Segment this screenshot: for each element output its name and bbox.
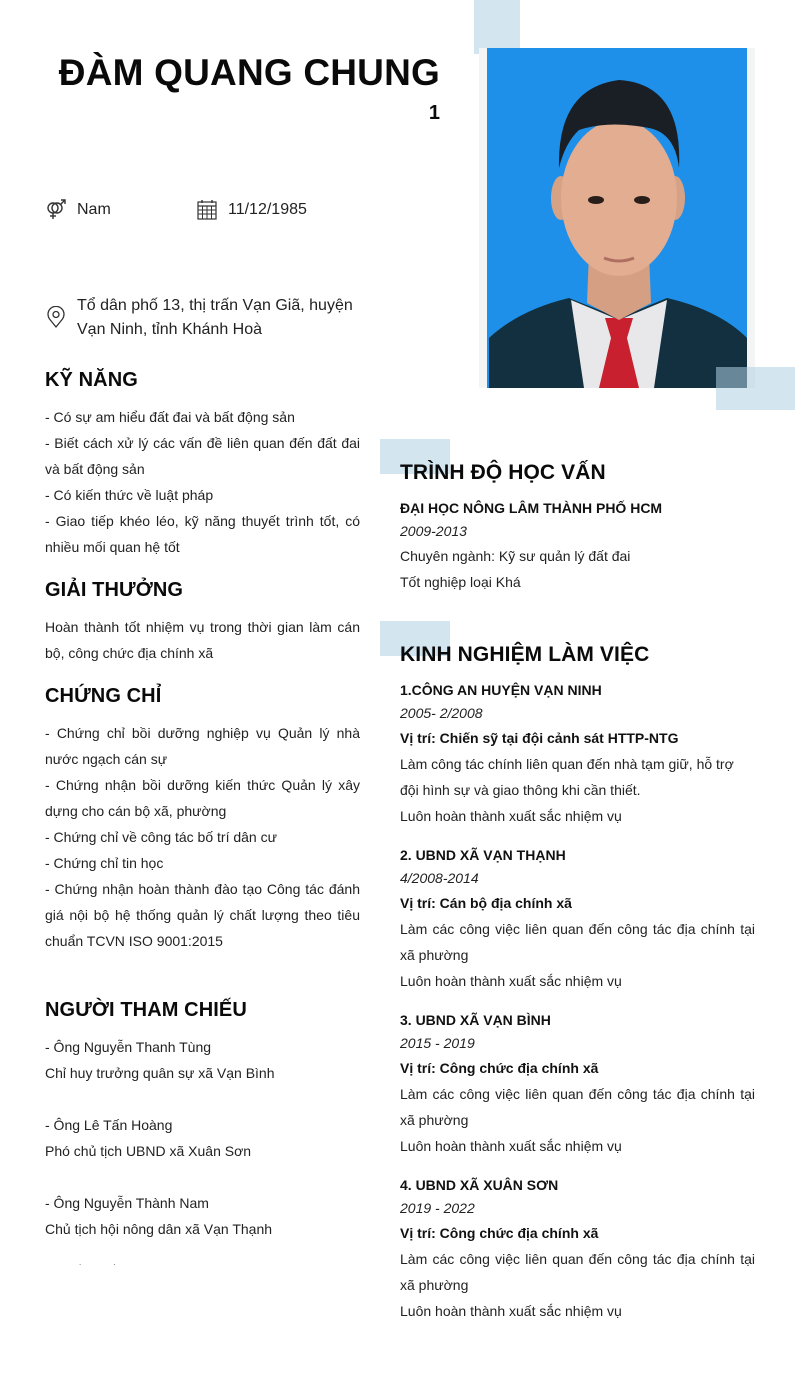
experience-item [400, 1009, 755, 1159]
skill-item: - Có kiến thức về luật pháp [45, 487, 214, 503]
references-list [45, 1034, 360, 1268]
experience-org: 1.CÔNG AN HUYỆN VẠN NINH [400, 682, 602, 698]
accent-block-top [474, 0, 520, 54]
certificate-item: - Chứng chỉ tin học [45, 855, 164, 871]
profile-photo [479, 48, 755, 388]
experience-item [400, 679, 755, 829]
certificates-heading: CHỨNG CHỈ [45, 685, 162, 707]
school-name: ĐẠI HỌC NÔNG LÂM THÀNH PHỐ HCM [400, 500, 663, 516]
experience-period: 2015 - 2019 [400, 1035, 475, 1051]
experience-period: 4/2008-2014 [400, 870, 479, 886]
location-pin-icon [45, 306, 67, 328]
address-row [45, 294, 365, 342]
reference-name: - Ông Nguyễn Thanh Tùng [45, 1039, 212, 1055]
references-heading: NGƯỜI THAM CHIẾU [45, 999, 247, 1021]
reference-item [45, 1190, 360, 1242]
experience-period: 2005- 2/2008 [400, 705, 483, 721]
award-item: Hoàn thành tốt nhiệm vụ trong thời gian làm cán bộ, công chức địa chính xã [45, 619, 360, 661]
certificate-item: - Chứng nhận hoàn thành đào tạo Công tác đánh giá nội bộ hệ thống quản lý chất lượng theo tiêu chuẩn TCVN ISO 9001:2015 [45, 881, 360, 949]
experience-description: Làm các công việc liên quan đến công tác địa chính tại xã phường [400, 921, 755, 963]
awards-heading: GIẢI THƯỞNG [45, 579, 184, 601]
certificate-item: - Chứng chỉ về công tác bố trí dân cư [45, 829, 277, 845]
experience-position: Vị trí: Công chức địa chính xã [400, 1060, 599, 1076]
education-period: 2009-2013 [400, 523, 467, 539]
skills-list [45, 404, 360, 560]
address-value: Tổ dân phố 13, thị trấn Vạn Giã, huyện Vạn Ninh, tỉnh Khánh Hoà [77, 297, 353, 338]
experience-item [400, 844, 755, 994]
certificate-item: - Chứng chỉ bồi dưỡng nghiệp vụ Quản lý nhà nước ngạch cán sự [45, 725, 360, 767]
education-block [400, 497, 755, 595]
reference-role: Chỉ huy trưởng quân sự xã Vạn Bình [45, 1065, 275, 1081]
reference-item [45, 1112, 360, 1164]
gender-row [45, 198, 111, 222]
education-heading: TRÌNH ĐỘ HỌC VẤN [400, 461, 606, 484]
certificates-list [45, 720, 360, 954]
certificate-item: - Chứng nhận bồi dưỡng kiến thức Quản lý xây dựng cho cán bộ xã, phường [45, 777, 360, 819]
experience-org: 2. UBND XÃ VẠN THẠNH [400, 847, 566, 863]
gender-icon [45, 198, 67, 220]
experience-position: Vị trí: Chiến sỹ tại đội cảnh sát HTTP-NTG [400, 730, 679, 746]
education-major: Chuyên ngành: Kỹ sư quản lý đất đai [400, 548, 631, 564]
experience-description: Làm công tác chính liên quan đến nhà tạm giữ, hỗ trợ đội hình sự và giao thông khi cần thiết. [400, 756, 734, 798]
gender-value: Nam [77, 201, 111, 218]
experience-result: Luôn hoàn thành xuất sắc nhiệm vụ [400, 1138, 622, 1154]
skill-item: - Biết cách xử lý các vấn đề liên quan đến đất đai và bất động sản [45, 435, 360, 477]
portrait-illustration [479, 48, 755, 388]
reference-item [45, 1034, 360, 1086]
candidate-name: ĐÀM QUANG CHUNG [58, 52, 440, 93]
experience-item [400, 1174, 755, 1324]
education-grade: Tốt nghiệp loại Khá [400, 574, 521, 590]
skill-item: - Giao tiếp khéo léo, kỹ năng thuyết trình tốt, có nhiều mối quan hệ tốt [45, 513, 360, 555]
experience-org: 3. UBND XÃ VẠN BÌNH [400, 1012, 551, 1028]
experience-org: 4. UBND XÃ XUÂN SƠN [400, 1177, 559, 1193]
experience-description: Làm các công việc liên quan đến công tác địa chính tại xã phường [400, 1251, 755, 1293]
calendar-icon [196, 198, 218, 220]
reference-role: Chủ tịch hội nông dân xã Vạn Thạnh [45, 1221, 273, 1237]
experience-position: Vị trí: Công chức địa chính xã [400, 1225, 599, 1241]
experience-heading: KINH NGHIỆM LÀM VIỆC [400, 643, 650, 666]
candidate-subtitle: 1 [428, 102, 440, 124]
experience-result: Luôn hoàn thành xuất sắc nhiệm vụ [400, 1303, 622, 1319]
reference-name: - Ông Lê Tấn Hoàng [45, 1117, 173, 1133]
skill-item: - Có sự am hiểu đất đai và bất động sản [45, 409, 295, 425]
experience-result: Luôn hoàn thành xuất sắc nhiệm vụ [400, 808, 622, 824]
reference-name: - Ông Nguyễn Thành Nam [45, 1195, 209, 1211]
awards-list [45, 614, 360, 666]
experience-period: 2019 - 2022 [400, 1200, 475, 1216]
trailing-dots: .. [79, 1258, 148, 1267]
skills-heading: KỸ NĂNG [45, 369, 138, 391]
experience-result: Luôn hoàn thành xuất sắc nhiệm vụ [400, 973, 622, 989]
birthdate-value: 11/12/1985 [228, 201, 307, 218]
experience-position: Vị trí: Cán bộ địa chính xã [400, 895, 572, 911]
birthdate-row [196, 198, 307, 222]
accent-block-photo-bottom [716, 367, 795, 410]
reference-role: Phó chủ tịch UBND xã Xuân Sơn [45, 1143, 252, 1159]
experience-description: Làm các công việc liên quan đến công tác địa chính tại xã phường [400, 1086, 755, 1128]
